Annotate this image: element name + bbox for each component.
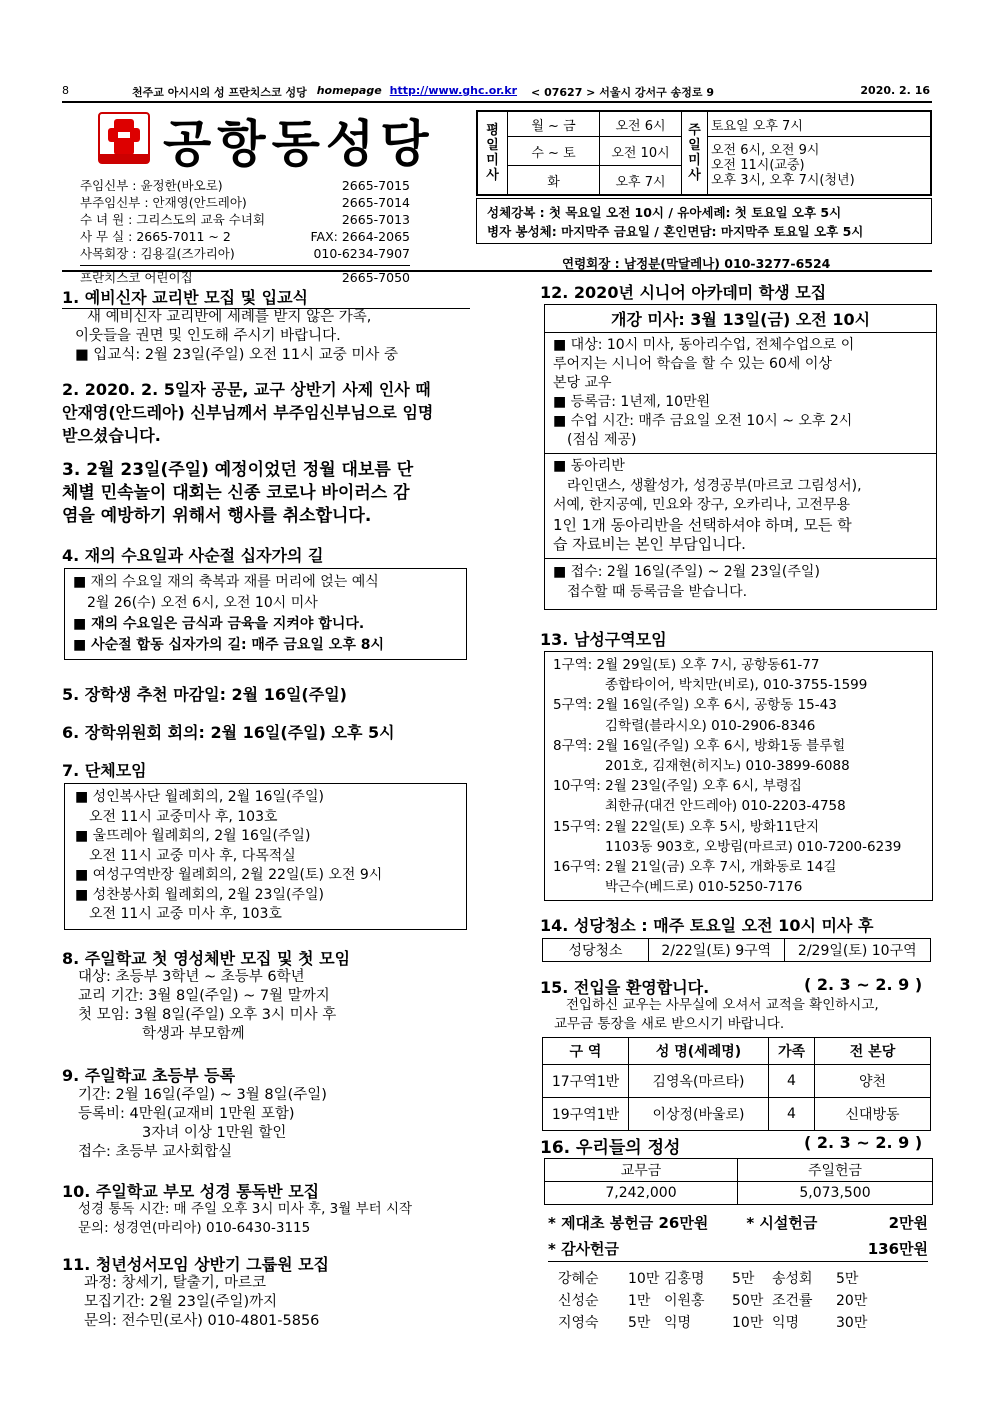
text-line: 등록비: 4만원(교재비 1만원 포함) — [78, 1106, 295, 1122]
text-line: 2. 2020. 2. 5일자 공문, 교구 상반기 사제 인사 때 — [62, 380, 431, 399]
mass-schedule — [476, 110, 932, 196]
opening-mass-banner: 개강 미사: 3월 13일(금) 오전 10시 — [545, 305, 936, 333]
table-cell: 성당청소 — [543, 939, 649, 962]
section-6: 6. 장학위원회 회의: 2월 16일(주일) 오후 5시 — [62, 723, 395, 742]
section-12-box — [544, 304, 937, 610]
section-15-body — [554, 996, 879, 1034]
offering-table — [544, 1158, 933, 1205]
registration-info — [545, 559, 936, 605]
text-line: 1구역: 2월 29일(토) 오후 7시, 공항동61-77 — [553, 657, 820, 673]
table-header: 교무금 — [545, 1159, 738, 1182]
donor-amount: 5만 — [732, 1271, 755, 1287]
text-line: 본당 교우 — [553, 375, 612, 391]
facility-offering-amount: 2만원 — [888, 1214, 928, 1232]
staff-phone: 2665-7013 — [341, 212, 410, 227]
section-divider — [62, 270, 932, 272]
text-line: 체별 민속놀이 대회는 신종 코로나 바이러스 감 — [62, 483, 410, 503]
section-3 — [62, 459, 413, 528]
text-line: 3. 2월 23일(주일) 예정이었던 정월 대보름 단 — [62, 460, 414, 480]
text-line: 오전 11시 교중 미사 후, 103호 — [89, 906, 282, 922]
table-cell: 4 — [769, 1065, 815, 1098]
table-header: 주일헌금 — [738, 1159, 933, 1182]
sunday-mass-label: 주일미사 — [682, 112, 708, 195]
staff-row — [80, 245, 410, 262]
text-line: ■ 입교식: 2월 23일(주일) 오전 11시 교중 미사 중 — [75, 347, 399, 363]
text-line: 루어지는 시니어 학습을 할 수 있는 60세 이상 — [553, 356, 832, 372]
section-13-box — [544, 651, 933, 901]
donor-name: 신성순 — [558, 1293, 599, 1309]
donor-amount: 30만 — [836, 1315, 868, 1331]
staff-label: 사목회장 : 김용길(즈가리아) — [80, 246, 235, 261]
section-16-title: 16. 우리들의 정성 — [540, 1138, 681, 1158]
special-offering-line — [548, 1214, 928, 1233]
text-line: 오전 11시 교중 미사 후, 다목적실 — [89, 847, 296, 864]
text-line: 오전 11시 교중미사 후, 103호 — [89, 808, 278, 825]
text-line: 학생과 부모함께 — [142, 1026, 245, 1042]
text-line: 이웃들을 권면 및 인도해 주시기 바랍니다. — [75, 328, 341, 344]
text-line: ■ 사순절 합동 십자가의 길: 매주 금요일 오후 8시 — [73, 637, 384, 653]
thanks-offering-label: * 감사헌금 — [548, 1240, 620, 1258]
table-header: 전 본당 — [815, 1038, 931, 1065]
table-cell: 17구역1반 — [543, 1065, 629, 1098]
altar-candle-offering: * 제대초 봉헌금 26만원 — [548, 1214, 709, 1232]
section-2 — [62, 378, 433, 447]
donor-name: 강혜순 — [558, 1271, 599, 1287]
text-line: 201호, 김재현(히지노) 010-3899-6088 — [605, 758, 850, 775]
text-line: 16구역: 2월 21일(금) 오후 7시, 개화동로 14길 — [553, 859, 837, 876]
section-12-title: 12. 2020년 시니어 아카데미 학생 모집 — [540, 283, 827, 302]
table-cell: 4 — [769, 1098, 815, 1131]
info-line: 병자 봉성체: 마지막주 금요일 / 혼인면담: 마지막주 토요일 오후 5시 — [487, 224, 864, 239]
table-header: 성 명(세례명) — [629, 1038, 769, 1065]
sunday-mass-time: 오전 11시(교중) — [711, 158, 805, 174]
academy-info — [545, 333, 936, 454]
donor-name: 익명 — [772, 1315, 800, 1331]
section-11-title: 11. 청년성서모임 상반기 그룹원 모집 — [62, 1255, 330, 1274]
page-number: 8 — [62, 84, 69, 97]
section-7-title: 7. 단체모임 — [62, 761, 147, 780]
church-full-name: 천주교 아시시의 성 프란치스코 성당 — [132, 86, 307, 99]
mass-day: 월 ~ 금 — [508, 112, 600, 137]
info-line: 성체강복 : 첫 목요일 오전 10시 / 유아세례: 첫 토요일 오후 5시 — [487, 205, 842, 220]
text-line: 2월 26(수) 오전 6시, 오전 10시 미사 — [87, 595, 318, 611]
table-row — [543, 1065, 931, 1098]
text-line: 기간: 2월 16일(주일) ~ 3월 8일(주일) — [78, 1087, 327, 1103]
text-line: 접수: 초등부 교사회합실 — [78, 1144, 233, 1160]
text-line: ■ 수업 시간: 매주 금요일 오전 10시 ~ 오후 2시 — [553, 413, 853, 429]
staff-label: 주임신부 : 윤정한(바오로) — [80, 178, 223, 193]
sunday-mass-time: 토요일 오후 7시 — [708, 112, 931, 137]
text-line: ■ 성찬봉사회 월례회의, 2월 23일(주일) — [75, 886, 324, 903]
donor-list — [558, 1268, 922, 1334]
text-line: 성경 통독 시간: 매 주일 오후 3시 미사 후, 3월 부터 시작 — [78, 1201, 413, 1217]
text-line: ■ 대상: 10시 미사, 동아리수업, 전체수업으로 이 — [553, 337, 855, 353]
table-row — [543, 1098, 931, 1131]
section-5: 5. 장학생 추천 마감일: 2월 16일(주일) — [62, 685, 347, 704]
section-9-title: 9. 주일학교 초등부 등록 — [62, 1066, 236, 1085]
text-line: 대상: 초등부 3학년 ~ 초등부 6학년 — [78, 969, 305, 985]
staff-phone: 010-6234-7907 — [313, 246, 410, 261]
staff-phone: FAX: 2664-2065 — [310, 229, 410, 244]
text-line: 과정: 창세기, 탈출기, 마르코 — [84, 1275, 267, 1291]
donor-amount: 5만 — [836, 1271, 859, 1287]
staff-label: 프란치스코 어린이집 — [80, 270, 193, 285]
text-line: ■ 성인복사단 월례회의, 2월 16일(주일) — [75, 789, 324, 805]
section-16-period: ( 2. 3 ~ 2. 9 ) — [804, 1133, 923, 1152]
table-header: 가족 — [769, 1038, 815, 1065]
text-line: ■ 등록금: 1년제, 10만원 — [553, 394, 711, 410]
mass-day: 화 — [508, 166, 600, 195]
text-line: 박근수(베드로) 010-5250-7176 — [605, 879, 803, 896]
text-line: 전입하신 교우는 사무실에 오셔서 교적을 확인하시고, — [566, 997, 879, 1013]
table-cell: 2/29일(토) 10구역 — [784, 939, 930, 962]
text-line: 접수할 때 등록금을 받습니다. — [567, 583, 748, 600]
text-line: 염을 예방하기 위해서 행사를 취소합니다. — [62, 506, 372, 526]
header-line — [62, 84, 930, 100]
donor-amount: 50만 — [732, 1293, 764, 1309]
sunday-mass-time: 오후 3시, 오후 7시(청년) — [711, 173, 855, 189]
text-line: 종합타이어, 박치만(비로), 010-3755-1599 — [605, 677, 868, 694]
text-line: ■ 여성구역반장 월례회의, 2월 22일(토) 오전 9시 — [75, 867, 383, 883]
donor-row — [558, 1268, 922, 1290]
section-4-box — [64, 568, 467, 660]
text-line: 받으셨습니다. — [62, 426, 161, 445]
homepage-label: homepage — [316, 84, 382, 97]
weekday-mass-label: 평일미사 — [478, 112, 508, 195]
section-4-title: 4. 재의 수요일과 사순절 십자가의 길 — [62, 546, 324, 565]
church-title: 공항동성당 — [163, 115, 435, 173]
donor-row — [558, 1290, 922, 1312]
mass-day: 수 ~ 토 — [508, 137, 600, 166]
header-divider — [62, 101, 932, 103]
text-line: ■ 접수: 2월 16일(주일) ~ 2월 23일(주일) — [553, 563, 820, 580]
donor-name: 익명 — [664, 1315, 692, 1331]
text-line: 문의: 전수민(로사) 010-4801-5856 — [84, 1313, 320, 1329]
text-line: ■ 재의 수요일은 금식과 금육을 지켜야 합니다. — [73, 616, 365, 632]
text-line: 최한규(대건 안드레아) 010-2203-4758 — [605, 798, 846, 815]
church-logo — [98, 112, 150, 164]
section-13-title: 13. 남성구역모임 — [540, 630, 667, 649]
text-line: 1인 1개 동아리반을 선택하셔야 하며, 모든 학 — [553, 515, 852, 534]
section-8-title: 8. 주일학교 첫 영성체반 모집 및 첫 모임 — [62, 949, 351, 968]
text-line: (점심 제공) — [567, 432, 637, 448]
sacrament-info — [476, 198, 932, 244]
facility-offering-label: * 시설헌금 — [746, 1214, 818, 1232]
text-line: ■ 울뜨레아 월례회의, 2월 16일(주일) — [75, 828, 311, 844]
mass-time: 오전 10시 — [600, 137, 682, 166]
mass-time: 오후 7시 — [600, 166, 682, 195]
staff-phone: 2665-7015 — [341, 178, 410, 193]
section-8-body — [78, 968, 336, 1044]
staff-phone: 2665-7014 — [341, 195, 410, 210]
table-cell: 신대방동 — [815, 1098, 931, 1131]
table-cell: 김영옥(마르타) — [629, 1065, 769, 1098]
text-line: 첫 모임: 3월 8일(주일) 오후 3시 미사 후 — [78, 1007, 337, 1023]
donor-row — [558, 1312, 922, 1334]
staff-row — [80, 194, 410, 211]
text-line: ■ 재의 수요일 재의 축복과 재를 머리에 얹는 예식 — [73, 574, 379, 590]
table-header: 구 역 — [543, 1038, 629, 1065]
donor-amount: 10만 — [628, 1271, 660, 1287]
donor-name: 김홍명 — [664, 1271, 705, 1287]
text-line: 8구역: 2월 16일(주일) 오후 6시, 방화1동 블루힐 — [553, 737, 846, 754]
staff-label: 부주임신부 : 안재영(안드레아) — [80, 195, 247, 210]
text-line: 교무금 통장을 새로 받으시기 바랍니다. — [554, 1016, 785, 1032]
text-line: 5구역: 2월 16일(주일) 오후 6시, 공항동 15-43 — [553, 697, 837, 714]
text-line: 15구역: 2월 22일(토) 오후 5시, 방화11단지 — [553, 818, 820, 835]
table-cell: 19구역1반 — [543, 1098, 629, 1131]
staff-phone: 2665-7050 — [341, 270, 410, 285]
text-line: 교리 기간: 3월 8일(주일) ~ 7월 말까지 — [78, 988, 330, 1004]
staff-row — [80, 177, 410, 194]
table-cell: 이상정(바울로) — [629, 1098, 769, 1131]
staff-row — [80, 228, 410, 245]
section-7-box — [64, 783, 467, 930]
donor-amount: 1만 — [628, 1293, 651, 1309]
section-15-period: ( 2. 3 ~ 2. 9 ) — [804, 975, 923, 994]
donor-amount: 5만 — [628, 1315, 651, 1331]
text-line: 문의: 성경연(마리아) 010-6430-3115 — [78, 1220, 311, 1236]
donor-name: 지영숙 — [558, 1315, 599, 1331]
text-line: 10구역: 2월 23일(주일) 오후 6시, 부령집 — [553, 778, 802, 795]
table-cell: 5,073,500 — [738, 1182, 933, 1205]
section-10-title: 10. 주일학교 부모 성경 통독반 모집 — [62, 1182, 320, 1201]
donor-amount: 20만 — [836, 1293, 868, 1309]
section-10-body — [78, 1200, 412, 1238]
association-head: 연령회장 : 남정분(막달레나) 010-3277-6524 — [562, 256, 831, 271]
staff-label: 사 무 실 : 2665-7011 ~ 2 — [80, 229, 231, 244]
section-14-title: 14. 성당청소 : 매주 토요일 오전 10시 미사 후 — [540, 916, 874, 935]
issue-date: 2020. 2. 16 — [860, 84, 930, 97]
text-line: 새 예비신자 교리반에 세례를 받지 않은 가족, — [87, 309, 372, 325]
donor-name: 송성회 — [772, 1271, 813, 1287]
table-cell: 양천 — [815, 1065, 931, 1098]
donor-name: 조건률 — [772, 1293, 813, 1309]
table-cell: 7,242,000 — [545, 1182, 738, 1205]
club-info — [545, 454, 936, 559]
section-1-body — [75, 308, 398, 365]
donor-name: 이원홍 — [664, 1293, 705, 1309]
staff-row — [80, 265, 410, 286]
text-line: 3자녀 이상 1만원 할인 — [142, 1125, 287, 1141]
cleaning-table — [542, 938, 931, 962]
text-line: 1103동 903호, 오방림(마르코) 010-7200-6239 — [605, 838, 902, 855]
sunday-mass-time: 오전 6시, 오전 9시 — [711, 143, 820, 159]
text-line: 김학렬(블라시오) 010-2906-8346 — [605, 717, 816, 734]
address: < 07627 > 서울시 강서구 송정로 9 — [531, 86, 714, 99]
staff-row — [80, 211, 410, 228]
text-line: 서예, 한지공예, 민요와 장구, 오카리나, 고전무용 — [553, 497, 851, 513]
text-line: 모집기간: 2월 23일(주일)까지 — [84, 1294, 278, 1310]
staff-label: 수 녀 원 : 그리스도의 교육 수녀회 — [80, 212, 266, 227]
text-line: ■ 동아리반 — [553, 458, 625, 474]
table-cell: 2/22일(토) 9구역 — [649, 939, 785, 962]
newcomer-table — [542, 1037, 931, 1131]
text-line: 라인댄스, 생활성가, 성경공부(마르코 그림성서), — [567, 477, 862, 494]
section-1-title: 1. 예비신자 교리반 모집 및 입교식 — [62, 285, 470, 309]
section-9-body — [78, 1086, 327, 1162]
thanks-offering-line — [548, 1240, 928, 1262]
section-15-title: 15. 전입을 환영합니다. — [540, 978, 710, 997]
section-11-body — [84, 1274, 319, 1331]
thanks-offering-total: 136만원 — [867, 1240, 928, 1258]
mass-time: 오전 6시 — [600, 112, 682, 137]
homepage-link[interactable]: http://www.ghc.or.kr — [389, 84, 518, 97]
text-line: 습 자료비는 본인 부담입니다. — [553, 535, 746, 553]
donor-amount: 10만 — [732, 1315, 764, 1331]
text-line: 안재영(안드레아) 신부님께서 부주임신부님으로 임명 — [62, 403, 434, 422]
